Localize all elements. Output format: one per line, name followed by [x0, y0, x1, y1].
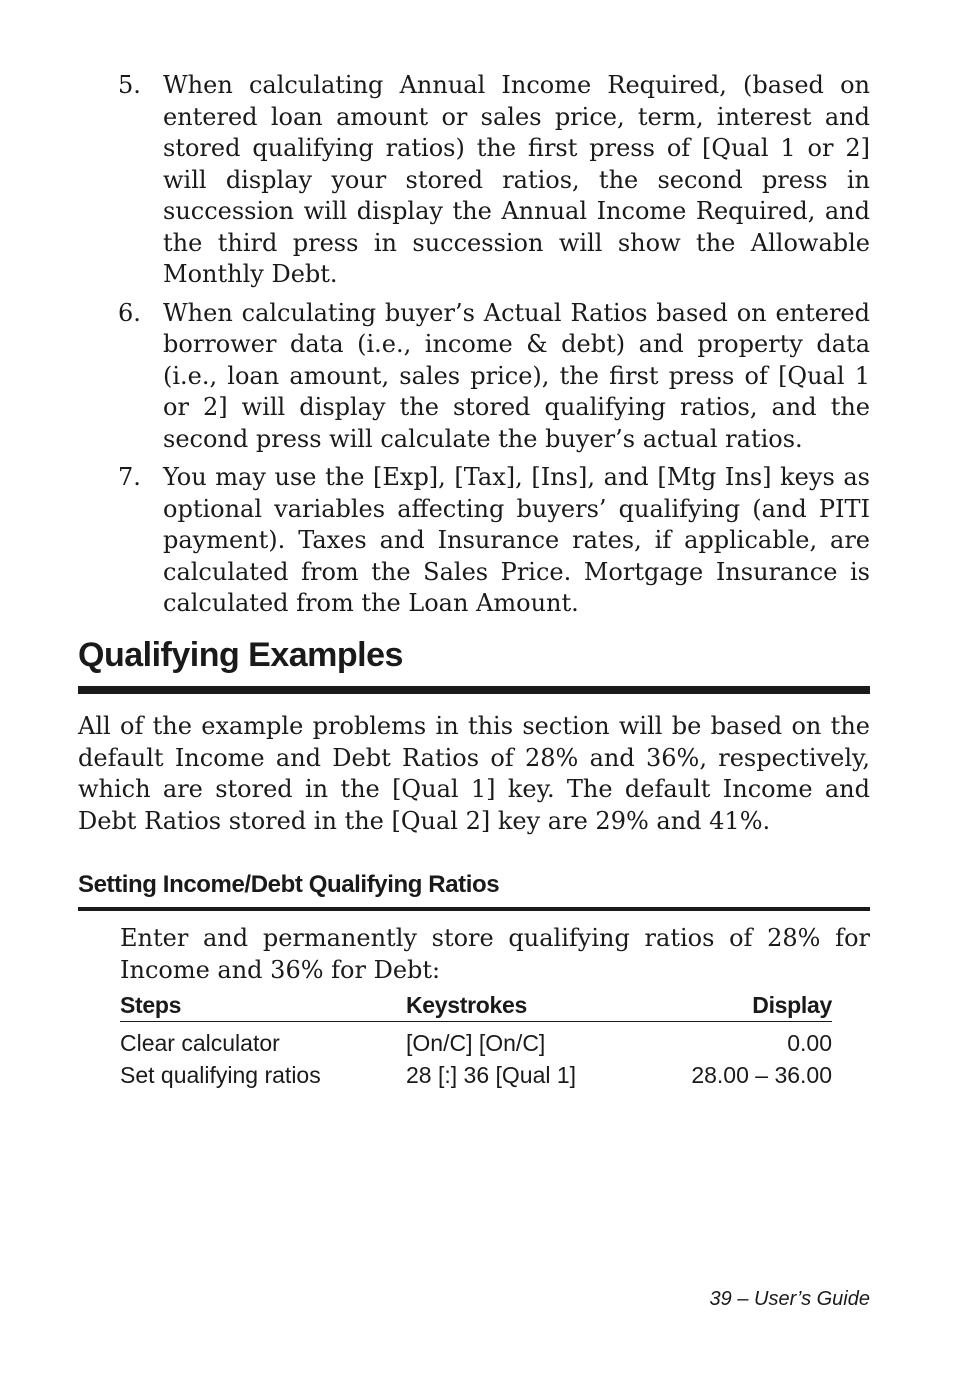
list-item-number: 6.	[118, 298, 141, 327]
display-cell: 0.00	[787, 1030, 832, 1056]
header-keystrokes: Keystrokes	[406, 992, 528, 1018]
section-title: Qualifying Examples	[78, 636, 403, 674]
step-cell: Clear calculator	[120, 1030, 280, 1056]
numbered-list	[118, 70, 870, 627]
display-cell: 28.00 – 36.00	[691, 1062, 832, 1088]
list-item-text: When calculating buyer’s Actual Ratios based on entered borrower data (i.e., income & debt) and property data (i.e., loan amount, sales price), the first press of [Qual 1 or 2] will display the stored qualifying ratios, and the second press will calculate the buyer’s actual ratios.	[163, 298, 870, 453]
list-item	[118, 462, 870, 620]
step-cell: Set qualifying ratios	[120, 1062, 321, 1088]
section-divider	[78, 686, 870, 694]
list-item-number: 7.	[118, 463, 141, 491]
list-item-number: 5.	[118, 71, 141, 99]
header-display: Display	[752, 992, 832, 1018]
subsection-instruction: Enter and permanently store qualifying ratios of 28% for Income and 36% for Debt:	[120, 924, 870, 984]
list-item	[118, 298, 870, 456]
table-header	[120, 992, 832, 1022]
page-footer: 39 – User’s Guide	[709, 1288, 870, 1310]
table-row	[120, 1062, 832, 1094]
list-item-text: You may use the [Exp], [Tax], [Ins], and [Mtg Ins] keys as optional variables affecting buyers’ qualifying (and PITI payment). Taxes and Insurance rates, if applicable, are calculated from the Sales Price. Mortgage Insurance is calculated from the Loan Amount.	[163, 463, 870, 617]
list-item-text: When calculating Annual Income Required, (based on entered loan amount or sales price, term, interest and stored qualifying ratios) the first press of [Qual 1 or 2] will display your stored ratios, the second press in succession will display the Annual Income Required, and the third press in succession will show the Allowable Monthly Debt.	[163, 71, 870, 288]
header-steps: Steps	[120, 992, 182, 1018]
keystroke-cell: 28 [:] 36 [Qual 1]	[406, 1062, 577, 1088]
subsection-title: Setting Income/Debt Qualifying Ratios	[78, 871, 500, 898]
list-item	[118, 70, 870, 291]
keystroke-table	[120, 992, 832, 1094]
section-intro: All of the example problems in this section will be based on the default Income and Debt Ratios of 28% and 36%, respectively, which are stored in the [Qual 1] key. The default Income and Debt Ratios stored in the [Qual 2] key are 29% and 41%.	[78, 712, 870, 835]
subsection-divider	[78, 907, 870, 911]
table-row	[120, 1030, 832, 1062]
keystroke-cell: [On/C] [On/C]	[406, 1030, 546, 1056]
